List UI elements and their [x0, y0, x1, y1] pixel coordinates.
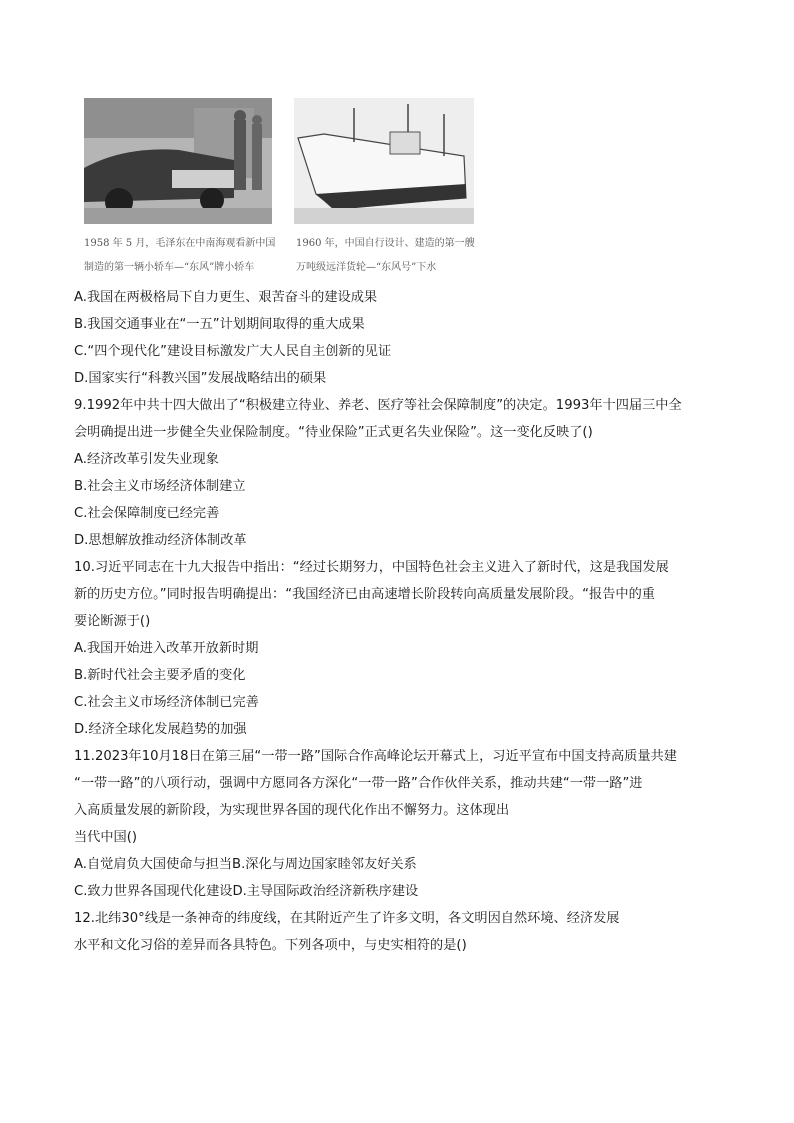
ship-photo-illustration	[294, 98, 474, 224]
option-b: B.社会主义市场经济体制建立	[74, 479, 246, 494]
option-a: A.我国在两极格局下自力更生、艰苦奋斗的建设成果	[74, 290, 378, 305]
question-9-stem: 会明确提出进一步健全失业保险制度。“待业保险”正式更名失业保险”。这一变化反映了()	[74, 425, 593, 440]
option-a: A.经济改革引发失业现象	[74, 452, 219, 467]
question-11-stem: 入高质量发展的新阶段，为实现世界各国的现代化作出不懈努力。这体现出	[74, 803, 510, 818]
question-12-stem: 水平和文化习俗的差异而各具特色。下列各项中，与史实相符的是()	[74, 938, 467, 953]
option-b: B.我国交通事业在“一五”计划期间取得的重大成果	[74, 317, 365, 332]
caption-line: 制造的第一辆小轿车—“东风”牌小轿车	[84, 262, 255, 273]
question-11-stem: “一带一路”的八项行动，强调中方愿同各方深化“一带一路”合作伙伴关系，推动共建“一带一路”进	[74, 776, 643, 791]
question-11-stem: 当代中国()	[74, 830, 138, 845]
caption-line: 万吨级远洋货轮—“东风号”下水	[296, 262, 437, 273]
car-photo	[84, 98, 272, 224]
question-9-stem: 9.1992年中共十四大做出了“积极建立待业、养老、医疗等社会保障制度”的决定。1993年十四届三中全	[74, 398, 682, 413]
option-c: C.社会主义市场经济体制已完善	[74, 695, 259, 710]
question-11-stem: 11.2023年10月18日在第三届“一带一路”国际合作高峰论坛开幕式上，习近平宣布中国支持高质量共建	[74, 749, 677, 764]
option-d: D.思想解放推动经济体制改革	[74, 533, 247, 548]
caption-line: 1960 年，中国自行设计、建造的第一艘	[296, 238, 475, 249]
option-c: C.“四个现代化”建设目标激发广大人民自主创新的见证	[74, 344, 392, 359]
option-d: D.经济全球化发展趋势的加强	[74, 722, 247, 737]
car-photo-caption	[84, 232, 275, 280]
options-c-d: C.致力世界各国现代化建设D.主导国际政治经济新秩序建设	[74, 884, 419, 899]
option-a: A.我国开始进入改革开放新时期	[74, 641, 259, 656]
question-10-stem: 要论断源于()	[74, 614, 151, 629]
question-10-stem: 10.习近平同志在十九大报告中指出：“经过长期努力，中国特色社会主义进入了新时代，这是我国发展	[74, 560, 669, 575]
car-photo-illustration	[84, 98, 272, 224]
option-b: B.新时代社会主要矛盾的变化	[74, 668, 246, 683]
options-a-b: A.自觉肩负大国使命与担当B.深化与周边国家睦邻友好关系	[74, 857, 417, 872]
question-12-stem: 12.北纬30°线是一条神奇的纬度线，在其附近产生了许多文明，各文明因自然环境、经济发展	[74, 911, 620, 926]
option-d: D.国家实行“科教兴国”发展战略结出的硕果	[74, 371, 327, 386]
option-c: C.社会保障制度已经完善	[74, 506, 220, 521]
photo-group	[84, 98, 484, 278]
question-text	[74, 284, 724, 959]
ship-photo-caption	[296, 232, 475, 280]
caption-line: 1958 年 5 月，毛泽东在中南海观看新中国	[84, 238, 276, 249]
ship-photo	[294, 98, 474, 224]
question-10-stem: 新的历史方位。”同时报告明确提出：“我国经济已由高速增长阶段转向高质量发展阶段。“报告中的重	[74, 587, 655, 602]
